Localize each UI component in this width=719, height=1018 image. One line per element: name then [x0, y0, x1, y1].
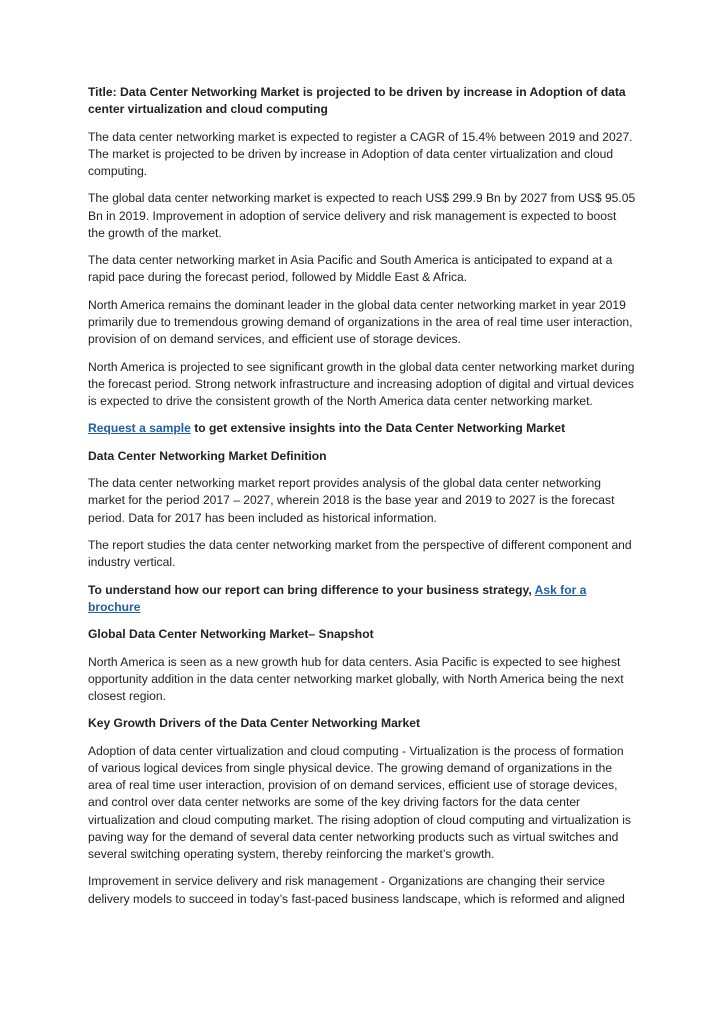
- sample-request-line: [88, 420, 636, 437]
- ask-brochure-link[interactable]: Ask for a brochure: [88, 582, 587, 614]
- drivers-heading: Key Growth Drivers of the Data Center Networking Market: [88, 716, 420, 731]
- definition-heading: Data Center Networking Market Definition: [88, 448, 327, 463]
- request-sample-link[interactable]: Request a sample: [88, 421, 191, 436]
- intro-paragraph-2: The global data center networking market is expected to reach US$ 299.9 Bn by 2027 from US$ 95.05 Bn in 2019. Improvement in adoption of service delivery and risk management is expected to boost the growth of the market.: [88, 191, 636, 240]
- drivers-paragraph-2: Improvement in service delivery and risk management - Organizations are changing their service delivery models to succeed in today’s fast-paced business landscape, which is reformed and aligned: [88, 874, 625, 906]
- intro-paragraph-4: North America remains the dominant leader in the global data center networking market in year 2019 primarily due to tremendous growing demand of organizations in the area of real time user interaction, provision of on demand services, and efficient use of storage devices.: [88, 297, 633, 347]
- snapshot-heading: Global Data Center Networking Market– Snapshot: [88, 627, 374, 642]
- document-title: Title: Data Center Networking Market is projected to be driven by increase in Adoption of data center virtualization and cloud computing: [88, 85, 626, 117]
- intro-paragraph-3: The data center networking market in Asia Pacific and South America is anticipated to expand at a rapid pace during the forecast period, followed by Middle East & Africa.: [88, 253, 613, 285]
- definition-paragraph-2: The report studies the data center networking market from the perspective of different component and industry vertical.: [88, 537, 632, 570]
- brochure-line: [88, 582, 636, 616]
- document-page: [88, 84, 636, 918]
- definition-paragraph-1: The data center networking market report provides analysis of the global data center networking market for the period 2017 – 2027, wherein 2018 is the base year and 2019 to 2027 is the forecast period. Data for 2017 has been included as historical information.: [88, 476, 615, 525]
- intro-paragraph-1: The data center networking market is expected to register a CAGR of 15.4% between 2019 and 2027. The market is projected to be driven by increase in Adoption of data center virtualization and cloud computing.: [88, 129, 633, 178]
- drivers-paragraph-1: Adoption of data center virtualization and cloud computing - Virtualization is the process of formation of various logical devices from single physical device. The growing demand of organizations in the area of real time user interaction, provision of on demand services, efficient use of storage devices, and control over data center networks are some of the key driving factors for the data center virtualization and cloud computing market. The rising adoption of cloud computing and virtualization is paving way for the demand of several data center networking products such as virtual switches and several switching operating system, thereby reinforcing the market’s growth.: [88, 743, 631, 861]
- intro-paragraph-5: North America is projected to see significant growth in the global data center networking market during the forecast period. Strong network infrastructure and increasing adoption of digital and virtual devices is expected to drive the consistent growth of the North America data center networking market.: [88, 359, 635, 408]
- sample-request-text: to get extensive insights into the Data Center Networking Market: [190, 421, 566, 436]
- brochure-text: To understand how our report can bring difference to your business strategy,: [88, 582, 535, 597]
- snapshot-paragraph-1: North America is seen as a new growth hub for data centers. Asia Pacific is expected to see highest opportunity addition in the data center networking market globally, with North America being the next closest region.: [88, 654, 624, 703]
